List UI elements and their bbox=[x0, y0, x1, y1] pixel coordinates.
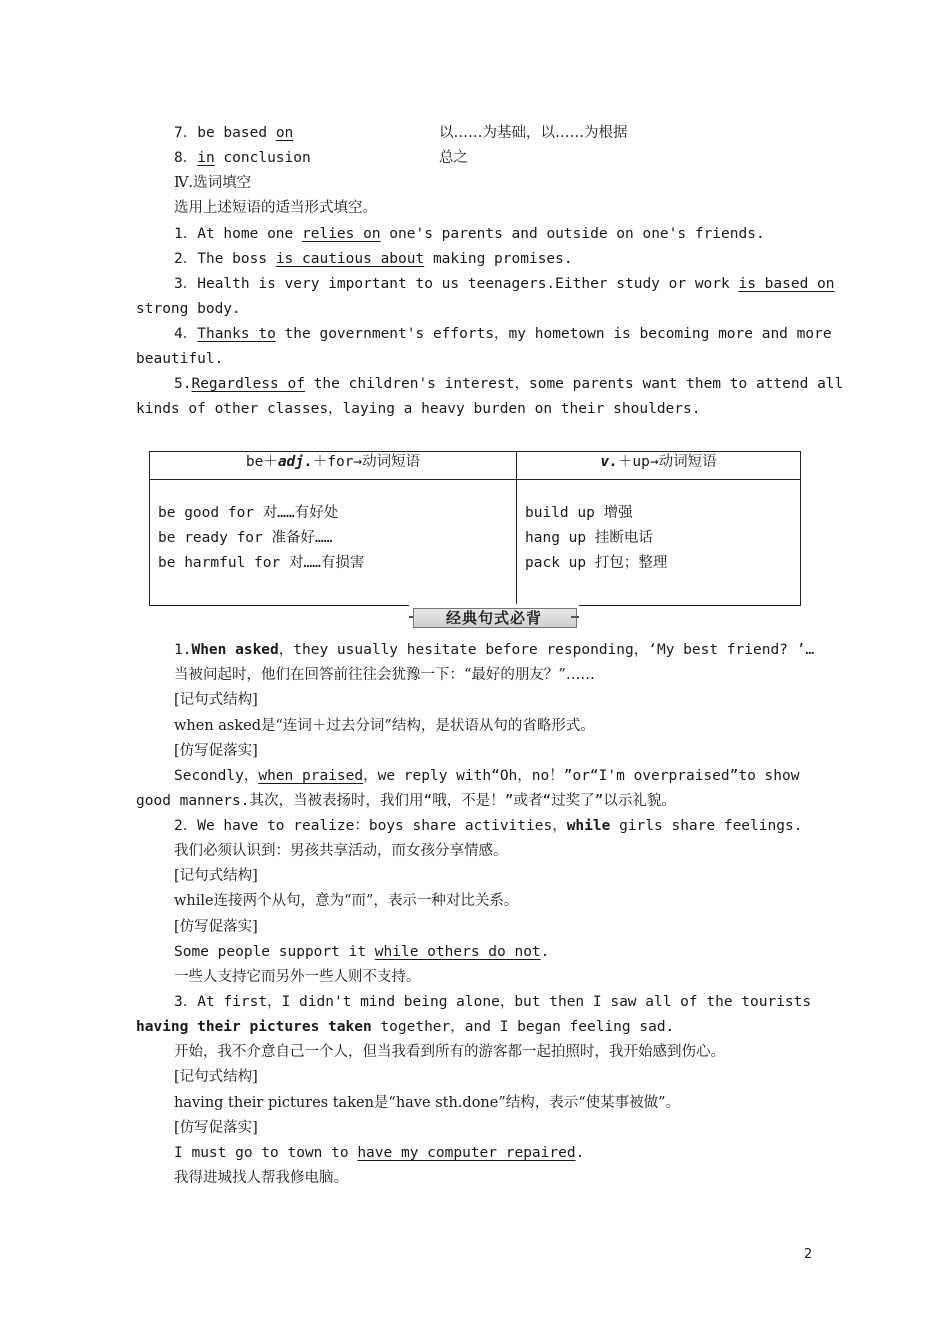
sentence-1-practice-continued: good manners.其次，当被表扬时，我们用“哦，不是！”或者“过奖了”以示礼貌。 bbox=[136, 793, 676, 809]
sentence-3-translation: 开始，我不介意自己一个人，但当我看到所有的游客都一起拍照时，我开始感到伤心。 bbox=[174, 1044, 725, 1060]
practice-answer: while others do not bbox=[374, 944, 541, 960]
phrase-text: be based bbox=[197, 125, 276, 141]
sentence-3-structure: having their pictures taken是“have sth.done”结构，表示“使某事被做”。 bbox=[174, 1095, 681, 1111]
section-instruction: 选用上述短语的适当形式填空。 bbox=[174, 200, 377, 216]
page-number: 2 bbox=[804, 1247, 813, 1262]
table-divider bbox=[150, 479, 800, 480]
fill-answer: Thanks to bbox=[197, 326, 276, 342]
sentence-3-practice-translation: 我得进城找人帮我修电脑。 bbox=[174, 1170, 348, 1186]
fill-item-4-continued: beautiful. bbox=[136, 351, 224, 367]
phrase-text: conclusion bbox=[214, 150, 311, 166]
fill-item-3: 3．Health is very important to us teenagers.Either study or work is based on bbox=[174, 276, 835, 292]
table-header-left: be＋adj.＋for→动词短语 bbox=[245, 454, 421, 470]
banner-title: 经典句式必背 bbox=[445, 609, 542, 627]
phrase-meaning-7: 以……为基础，以……为根据 bbox=[439, 125, 628, 141]
fill-item-5-continued: kinds of other classes，laying a heavy burden on their shoulders. bbox=[136, 401, 701, 417]
sentence-1: 1.When asked，they usually hesitate before responding，‘My best friend? ’… bbox=[174, 642, 815, 658]
sentence-3-continued: having their pictures taken together，and I began feeling sad. bbox=[136, 1019, 675, 1035]
section-banner bbox=[409, 604, 579, 630]
table-header-right: v.＋up→动词短语 bbox=[600, 454, 717, 470]
table-cell-right-3: pack up 打包；整理 bbox=[525, 555, 668, 571]
fill-item-2: 2．The boss is cautious about making promises. bbox=[174, 251, 573, 267]
sentence-3-practice: I must go to town to have my computer repaired. bbox=[174, 1145, 585, 1161]
phrase-meaning-8: 总之 bbox=[439, 150, 468, 166]
phrase-item-8 bbox=[174, 148, 311, 168]
sentence-1-structure: when asked是“连词＋过去分词”结构，是状语从句的省略形式。 bbox=[174, 718, 595, 734]
structure-label: [记句式结构] bbox=[174, 868, 258, 884]
fill-item-5: 5.Regardless of the children's interest，some parents want them to attend all bbox=[174, 376, 844, 392]
phrase-underlined: on bbox=[275, 125, 294, 141]
fill-answer: relies on bbox=[302, 226, 381, 242]
practice-label: [仿写促落实] bbox=[174, 919, 258, 935]
table-cell-right-2: hang up 挂断电话 bbox=[525, 530, 653, 546]
practice-answer: have my computer repaired bbox=[357, 1145, 576, 1161]
practice-answer: when praised bbox=[258, 768, 364, 784]
sentence-2-practice-translation: 一些人支持它而另外一些人则不支持。 bbox=[174, 969, 421, 985]
phrase-underlined: in bbox=[197, 150, 215, 166]
sentence-1-translation: 当被问起时，他们在回答前往往会犹豫一下：“最好的朋友？”…… bbox=[174, 667, 595, 683]
sentence-2-structure: while连接两个从句，意为“而”，表示一种对比关系。 bbox=[174, 893, 519, 909]
fill-answer: is cautious about bbox=[275, 251, 425, 267]
practice-label: [仿写促落实] bbox=[174, 1120, 258, 1136]
fill-item-1: 1．At home one relies on one's parents and outside on one's friends. bbox=[174, 226, 765, 242]
sentence-3: 3．At first，I didn't mind being alone，but then I saw all of the tourists bbox=[174, 994, 812, 1010]
sentence-2: 2．We have to realize：boys share activities，while girls share feelings. bbox=[174, 818, 803, 834]
phrase-number: 7． bbox=[174, 125, 198, 141]
sentence-2-translation: 我们必须认识到：男孩共享活动，而女孩分享情感。 bbox=[174, 843, 508, 859]
structure-label: [记句式结构] bbox=[174, 692, 258, 708]
section-heading: Ⅳ.选词填空 bbox=[174, 175, 252, 191]
key-phrase: while bbox=[566, 818, 611, 834]
structure-label: [记句式结构] bbox=[174, 1069, 258, 1085]
table-cell-left-3: be harmful for 对……有损害 bbox=[158, 555, 365, 571]
practice-label: [仿写促落实] bbox=[174, 743, 258, 759]
table-cell-right-1: build up 增强 bbox=[525, 505, 633, 521]
key-phrase: having their pictures taken bbox=[136, 1019, 372, 1035]
fill-answer: is based on bbox=[738, 276, 835, 292]
sentence-2-practice: Some people support it while others do not. bbox=[174, 944, 550, 960]
key-phrase: When asked bbox=[191, 642, 279, 658]
phrase-number: 8． bbox=[174, 150, 198, 166]
sentence-1-practice: Secondly，when praised，we reply with“Oh，no！”or“I'm overpraised”to show bbox=[174, 768, 800, 784]
table-cell-left-2: be ready for 准备好…… bbox=[158, 530, 333, 546]
table-cell-left-1: be good for 对……有好处 bbox=[158, 505, 339, 521]
fill-answer: Regardless of bbox=[191, 376, 305, 392]
fill-item-3-continued: strong body. bbox=[136, 301, 241, 317]
phrase-item-7 bbox=[174, 123, 293, 143]
fill-item-4: 4．Thanks to the government's efforts，my hometown is becoming more and more bbox=[174, 326, 832, 342]
